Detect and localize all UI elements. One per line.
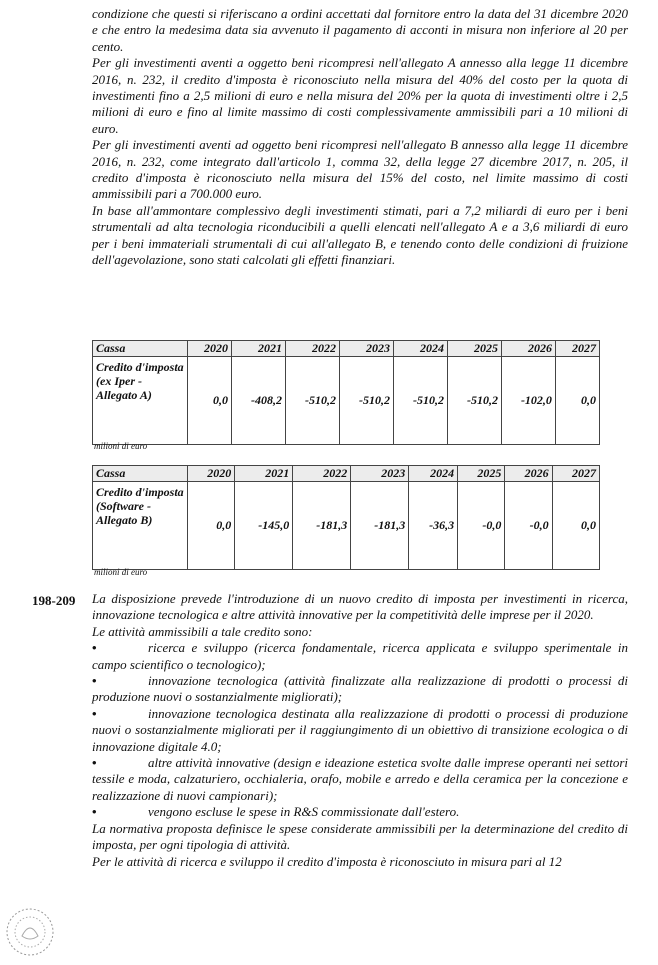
paragraph: Per gli investimenti aventi a oggetto beni ricompresi nell'allegato A annesso alla legge 11 dicembre 2016, n. 232, il credito d'imposta è riconosciuto nella misura del 40% del costo per la quota di investimenti fino a 2,5 milioni di euro e nella misura del 20% per la quota di investimenti oltre i 2,5 milioni di euro e fino al limite massimo di costi complessivamente ammissibili pari a 10 milioni di euro. bbox=[92, 55, 628, 136]
bullet-icon: • bbox=[92, 673, 97, 689]
table-cell: 0,0 bbox=[555, 357, 599, 445]
paragraph: In base all'ammontare complessivo degli investimenti stimati, pari a 7,2 miliardi di euro per i beni strumentali ad alta tecnologia riconducibili a quelli elencati nell'allegato A e a 3,6 miliardi di euro per i beni immateriali strumentali di cui all'allegato B, e tenendo conto delle condizioni di fruizione dell'agevolazione, sono stati calcolati gli effetti finanziari. bbox=[92, 202, 628, 268]
paragraph: Per le attività di ricerca e sviluppo il credito d'imposta è riconosciuto in misura pari al 12 bbox=[92, 853, 562, 869]
paragraph: Per gli investimenti aventi ad oggetto beni ricompresi nell'allegato B annesso alla legge 11 dicembre 2016, n. 232, come integrato dall'articolo 1, comma 32, della legge 27 dicembre 2017, n. 205, il credito d'imposta è riconosciuto nella misura del 15% del costo, nel limite massimo di costi ammissibili pari a 700.000 euro. bbox=[92, 137, 628, 202]
table-cell: -181,3 bbox=[351, 482, 409, 570]
table-cell: -510,2 bbox=[340, 357, 394, 445]
list-item bbox=[92, 640, 628, 673]
bullet-icon: • bbox=[92, 705, 97, 721]
table-cell: 0,0 bbox=[188, 357, 232, 445]
table-header-cell: 2024 bbox=[409, 466, 458, 482]
table-cell: 0,0 bbox=[188, 482, 235, 570]
table-header-cell: 2022 bbox=[293, 466, 351, 482]
table-header-row bbox=[93, 341, 600, 357]
table-cell: -510,2 bbox=[286, 357, 340, 445]
table-header-cell: 2021 bbox=[235, 466, 293, 482]
table-cell: -0,0 bbox=[505, 482, 552, 570]
table-unit-note: milioni di euro bbox=[94, 441, 148, 451]
table-header-cell: 2022 bbox=[286, 341, 340, 357]
table-header-cell: 2027 bbox=[555, 341, 599, 357]
list-item bbox=[92, 755, 628, 804]
text-block-top bbox=[92, 6, 628, 269]
table-header-cell: 2021 bbox=[232, 341, 286, 357]
table-header-row bbox=[93, 466, 600, 482]
seal-stamp-icon bbox=[4, 906, 56, 958]
list-item-text: altre attività innovative (design e ideazione estetica svolte dalle imprese operanti nei settori tessile e moda, calzaturiero, occhialeria, orafo, mobile e arredo e della ceramica per la concezione e realizzazione di nuovi campionari); bbox=[92, 755, 628, 803]
bullet-icon: • bbox=[92, 640, 97, 656]
bullet-icon: • bbox=[92, 804, 97, 820]
table-cell: -0,0 bbox=[458, 482, 505, 570]
table-cell: -510,2 bbox=[447, 357, 501, 445]
list-item bbox=[92, 804, 628, 820]
table-header-cell: 2025 bbox=[458, 466, 505, 482]
table-cell: -181,3 bbox=[293, 482, 351, 570]
table-header-cell: 2020 bbox=[188, 466, 235, 482]
paragraph: La disposizione prevede l'introduzione di un nuovo credito di imposta per investimenti in ricerca, innovazione tecnologica e altre attività innovative per la competitività delle imprese per il 2020. bbox=[92, 591, 628, 623]
paragraph: condizione che questi si riferiscano a ordini accettati dal fornitore entro la data del 31 dicembre 2020 e che entro la medesima data sia avvenuto il pagamento di acconti in misura non inferiore al 20 per cento. bbox=[92, 6, 628, 54]
table-cell: -102,0 bbox=[501, 357, 555, 445]
table-header-cell: 2020 bbox=[188, 341, 232, 357]
table-cell: -510,2 bbox=[393, 357, 447, 445]
table-header-cell: 2026 bbox=[505, 466, 552, 482]
table-cell: -408,2 bbox=[232, 357, 286, 445]
table-row bbox=[93, 357, 600, 445]
list-item bbox=[92, 706, 628, 755]
table-row-label: Credito d'imposta (Software - Allegato B) bbox=[93, 482, 188, 570]
article-reference-number: 198-209 bbox=[32, 593, 76, 608]
list-item-text: ricerca e sviluppo (ricerca fondamentale, ricerca applicata e sviluppo sperimentale in campo scientifico o tecnologico); bbox=[92, 640, 628, 672]
table-header-cell: 2027 bbox=[552, 466, 599, 482]
bullet-icon: • bbox=[92, 755, 97, 771]
table-row-label: Credito d'imposta (ex Iper - Allegato A) bbox=[93, 357, 188, 445]
paragraph: La normativa proposta definisce le spese considerate ammissibili per la determinazione del credito di imposta, per ogni tipologia di attività. bbox=[92, 820, 628, 853]
table-header-cell: 2026 bbox=[501, 341, 555, 357]
table-cell: -36,3 bbox=[409, 482, 458, 570]
table-cell: 0,0 bbox=[552, 482, 599, 570]
table-row bbox=[93, 482, 600, 570]
table-header-cell: 2023 bbox=[351, 466, 409, 482]
list-item-text: innovazione tecnologica destinata alla realizzazione di prodotti o processi di produzione nuovi o sostanzialmente migliorati per il raggiungimento di un obiettivo di transizione ecologica o di innovazione digitale 4.0; bbox=[92, 705, 628, 754]
table-unit-note: milioni di euro bbox=[94, 567, 148, 577]
financial-table-allegato-a bbox=[92, 340, 600, 445]
list-item-text: vengono escluse le spese in R&S commissionate dall'estero. bbox=[148, 804, 460, 820]
table-header-cell: 2024 bbox=[393, 341, 447, 357]
table-cell: -145,0 bbox=[235, 482, 293, 570]
financial-table-allegato-b bbox=[92, 465, 600, 570]
table-header-cell: Cassa bbox=[93, 341, 188, 357]
text-block-bottom bbox=[92, 591, 628, 870]
table-header-cell: Cassa bbox=[93, 466, 188, 482]
list-item-text: innovazione tecnologica (attività finalizzate alla realizzazione di prodotti o processi di produzione nuovi o sostanzialmente migliorati); bbox=[92, 673, 628, 705]
table-header-cell: 2025 bbox=[447, 341, 501, 357]
table-header-cell: 2023 bbox=[340, 341, 394, 357]
list-item bbox=[92, 673, 628, 706]
paragraph: Le attività ammissibili a tale credito sono: bbox=[92, 623, 313, 639]
